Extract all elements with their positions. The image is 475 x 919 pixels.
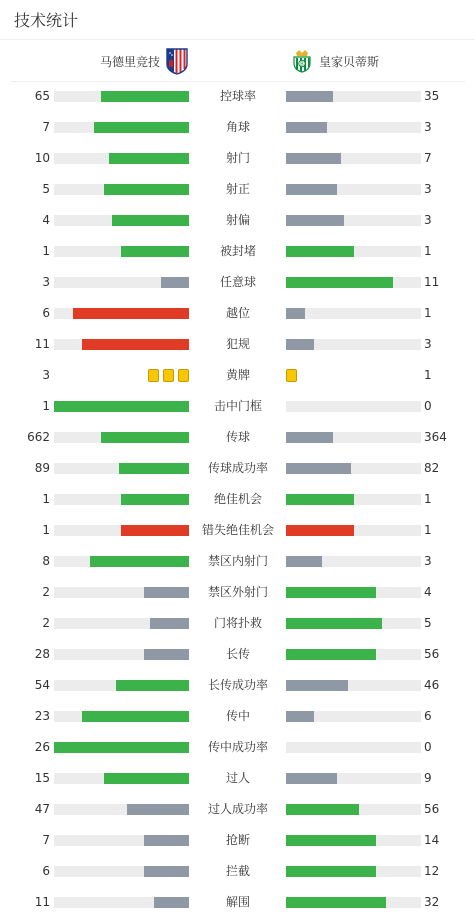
home-stat-value: 23 <box>34 709 50 723</box>
stat-row <box>0 143 475 174</box>
stat-row <box>0 267 475 298</box>
real-betis-crest-icon <box>290 49 314 73</box>
yellow-card-icon <box>148 369 159 382</box>
away-stat-bar <box>286 215 421 226</box>
away-stat-bar <box>286 587 421 598</box>
stat-row <box>0 112 475 143</box>
stat-row <box>0 174 475 205</box>
stat-label: 禁区内射门 <box>207 554 268 568</box>
home-stat-value: 7 <box>42 833 50 847</box>
home-stat-value: 89 <box>34 461 50 475</box>
home-stat-bar <box>54 463 189 474</box>
home-yellow-cards <box>148 369 189 382</box>
away-stat-value: 7 <box>424 151 432 165</box>
yellow-card-icon <box>286 369 297 382</box>
away-stat-bar-fill <box>286 277 393 288</box>
away-stat-bar-fill <box>286 680 348 691</box>
away-stat-bar <box>286 91 421 102</box>
home-stat-value: 1 <box>42 399 50 413</box>
away-stat-bar <box>286 742 421 753</box>
stat-label: 拦截 <box>225 864 250 878</box>
stat-row <box>0 794 475 825</box>
away-stat-bar <box>286 556 421 567</box>
stat-row <box>0 639 475 670</box>
away-stat-bar <box>286 153 421 164</box>
stat-row <box>0 732 475 763</box>
stat-label: 犯规 <box>225 337 250 351</box>
stat-label: 绝佳机会 <box>213 492 262 506</box>
stat-label: 禁区外射门 <box>207 585 268 599</box>
away-stat-value: 1 <box>424 368 432 382</box>
home-stat-bar <box>54 494 189 505</box>
home-stat-value: 6 <box>42 306 50 320</box>
away-stat-value: 3 <box>424 182 432 196</box>
stat-row <box>0 546 475 577</box>
stat-row <box>0 205 475 236</box>
home-stat-bar <box>54 556 189 567</box>
stat-label: 长传 <box>225 647 250 661</box>
home-stat-value: 1 <box>42 523 50 537</box>
home-stat-bar-fill <box>121 494 189 505</box>
away-stat-bar-fill <box>286 804 359 815</box>
home-stat-value: 4 <box>42 213 50 227</box>
svg-text:B: B <box>300 61 304 68</box>
stat-label: 解围 <box>225 895 250 909</box>
away-stat-bar-fill <box>286 618 382 629</box>
stat-row <box>0 701 475 732</box>
stat-row <box>0 298 475 329</box>
away-stat-bar <box>286 649 421 660</box>
away-stat-value: 0 <box>424 399 432 413</box>
stat-row <box>0 670 475 701</box>
stat-row <box>0 887 475 918</box>
home-stat-value: 7 <box>42 120 50 134</box>
teams-bar <box>10 41 465 82</box>
home-stat-value: 1 <box>42 492 50 506</box>
away-stat-bar-fill <box>286 897 386 908</box>
atletico-madrid-crest-icon <box>166 47 188 75</box>
away-stat-value: 1 <box>424 244 432 258</box>
away-stat-bar-fill <box>286 711 314 722</box>
home-stat-bar <box>54 215 189 226</box>
away-stat-value: 3 <box>424 337 432 351</box>
stat-label: 门将扑救 <box>213 616 262 630</box>
home-stat-bar-fill <box>109 153 189 164</box>
away-stat-bar <box>286 246 421 257</box>
stat-row <box>0 608 475 639</box>
away-stat-bar <box>286 122 421 133</box>
home-stat-value: 6 <box>42 864 50 878</box>
stat-row <box>0 453 475 484</box>
home-stat-bar-fill <box>94 122 189 133</box>
away-stat-bar-fill <box>286 866 376 877</box>
away-stat-bar-fill <box>286 556 322 567</box>
stat-label: 过人成功率 <box>207 802 268 816</box>
away-stat-value: 1 <box>424 492 432 506</box>
home-stat-value: 11 <box>34 895 50 909</box>
stat-label: 控球率 <box>219 89 256 103</box>
home-stat-bar-fill <box>104 184 189 195</box>
away-stat-value: 14 <box>424 833 440 847</box>
home-stat-value: 8 <box>42 554 50 568</box>
stat-label: 被封堵 <box>219 244 256 258</box>
home-stat-bar-fill <box>90 556 189 567</box>
away-stat-value: 4 <box>424 585 432 599</box>
away-stat-bar <box>286 339 421 350</box>
away-stat-value: 46 <box>424 678 440 692</box>
away-stat-value: 56 <box>424 802 440 816</box>
home-stat-bar <box>54 246 189 257</box>
stat-label: 传中成功率 <box>207 740 268 754</box>
yellow-card-icon <box>178 369 189 382</box>
away-stat-bar-fill <box>286 246 354 257</box>
away-stat-value: 56 <box>424 647 440 661</box>
home-team[interactable] <box>100 47 188 75</box>
away-stat-bar-fill <box>286 649 376 660</box>
away-stat-bar-fill <box>286 215 344 226</box>
away-stat-bar <box>286 525 421 536</box>
yellow-card-icon <box>163 369 174 382</box>
away-stat-value: 1 <box>424 306 432 320</box>
home-stat-bar <box>54 587 189 598</box>
stat-label: 射门 <box>225 151 250 165</box>
stat-row <box>0 360 475 391</box>
stat-label: 越位 <box>225 306 250 320</box>
home-stat-bar <box>54 432 189 443</box>
home-stat-bar <box>54 835 189 846</box>
home-stat-bar-fill <box>150 618 189 629</box>
away-stat-bar-fill <box>286 773 337 784</box>
away-stat-bar <box>286 804 421 815</box>
away-stat-value: 35 <box>424 89 440 103</box>
away-stat-bar <box>286 773 421 784</box>
away-stat-value: 3 <box>424 120 432 134</box>
away-stat-bar <box>286 494 421 505</box>
away-stat-bar-fill <box>286 153 341 164</box>
home-stat-value: 3 <box>42 275 50 289</box>
away-stat-bar <box>286 866 421 877</box>
home-stat-bar-fill <box>54 742 189 753</box>
home-stat-bar-fill <box>161 277 189 288</box>
home-stat-value: 3 <box>42 368 50 382</box>
home-stat-bar-fill <box>121 246 189 257</box>
home-stat-value: 11 <box>34 337 50 351</box>
home-stat-bar-fill <box>119 463 189 474</box>
stat-label: 射正 <box>225 182 250 196</box>
away-stat-bar-fill <box>286 308 305 319</box>
away-stat-bar <box>286 308 421 319</box>
stat-row <box>0 329 475 360</box>
home-stat-bar-fill <box>54 401 189 412</box>
away-stat-value: 12 <box>424 864 440 878</box>
home-stat-bar-fill <box>82 339 189 350</box>
stat-row <box>0 236 475 267</box>
home-stat-bar <box>54 680 189 691</box>
home-stat-bar-fill <box>101 432 189 443</box>
away-stat-value: 3 <box>424 554 432 568</box>
away-stat-bar <box>286 463 421 474</box>
home-stat-bar <box>54 649 189 660</box>
stat-row <box>0 484 475 515</box>
home-stat-value: 15 <box>34 771 50 785</box>
away-stat-value: 0 <box>424 740 432 754</box>
stat-label: 传球成功率 <box>207 461 268 475</box>
home-stat-bar-fill <box>112 215 189 226</box>
stats-header <box>0 0 475 40</box>
home-stat-bar-fill <box>73 308 189 319</box>
home-stat-value: 65 <box>34 89 50 103</box>
home-stat-bar-fill <box>144 587 189 598</box>
home-stat-bar-fill <box>121 525 189 536</box>
home-stat-value: 5 <box>42 182 50 196</box>
stat-row <box>0 577 475 608</box>
stat-row <box>0 391 475 422</box>
home-stat-bar-fill <box>154 897 189 908</box>
home-stat-value: 26 <box>34 740 50 754</box>
home-stat-bar <box>54 122 189 133</box>
away-stat-value: 9 <box>424 771 432 785</box>
stats-list <box>0 81 475 918</box>
stat-label: 传中 <box>225 709 250 723</box>
stat-label: 过人 <box>225 771 250 785</box>
away-stat-bar <box>286 184 421 195</box>
away-stat-bar-fill <box>286 463 351 474</box>
stat-label: 错失绝佳机会 <box>201 523 274 537</box>
home-stat-bar <box>54 339 189 350</box>
home-stat-bar-fill <box>104 773 189 784</box>
home-stat-value: 662 <box>27 430 50 444</box>
home-stat-bar <box>54 804 189 815</box>
away-stat-bar <box>286 680 421 691</box>
away-stat-bar-fill <box>286 525 354 536</box>
away-team-name: 皇家贝蒂斯 <box>319 54 380 69</box>
home-stat-bar-fill <box>144 866 189 877</box>
home-stat-bar-fill <box>127 804 189 815</box>
home-stat-bar <box>54 184 189 195</box>
stat-label: 黄牌 <box>225 368 250 382</box>
away-stat-bar <box>286 401 421 412</box>
stat-row <box>0 81 475 112</box>
stat-label: 传球 <box>225 430 250 444</box>
home-stat-bar <box>54 401 189 412</box>
away-stat-bar <box>286 618 421 629</box>
home-stat-bar <box>54 91 189 102</box>
away-stat-bar-fill <box>286 587 376 598</box>
home-stat-value: 10 <box>34 151 50 165</box>
stat-label: 长传成功率 <box>207 678 268 692</box>
away-stat-bar-fill <box>286 91 333 102</box>
away-stat-bar-fill <box>286 122 327 133</box>
stat-label: 角球 <box>225 120 250 134</box>
stat-row <box>0 856 475 887</box>
away-stat-bar <box>286 897 421 908</box>
away-stat-value: 6 <box>424 709 432 723</box>
home-stat-value: 1 <box>42 244 50 258</box>
home-stat-bar <box>54 897 189 908</box>
home-stat-bar-fill <box>101 91 189 102</box>
away-stat-bar <box>286 835 421 846</box>
home-stat-bar-fill <box>144 835 189 846</box>
home-stat-bar <box>54 308 189 319</box>
home-stat-value: 28 <box>34 647 50 661</box>
away-stat-value: 364 <box>424 430 447 444</box>
away-stat-value: 5 <box>424 616 432 630</box>
home-stat-bar <box>54 153 189 164</box>
home-stat-bar <box>54 277 189 288</box>
home-stat-bar <box>54 773 189 784</box>
home-stat-bar <box>54 618 189 629</box>
stat-label: 击中门框 <box>213 399 262 413</box>
home-stat-value: 47 <box>34 802 50 816</box>
away-stat-value: 1 <box>424 523 432 537</box>
home-stat-value: 54 <box>34 678 50 692</box>
away-yellow-cards <box>286 369 297 382</box>
away-stat-bar <box>286 711 421 722</box>
home-stat-value: 2 <box>42 585 50 599</box>
home-stat-bar <box>54 525 189 536</box>
away-stat-bar-fill <box>286 184 337 195</box>
home-stat-bar <box>54 742 189 753</box>
stat-row <box>0 515 475 546</box>
away-stat-bar <box>286 432 421 443</box>
home-stat-bar-fill <box>116 680 189 691</box>
away-team[interactable] <box>290 47 379 75</box>
home-stat-value: 2 <box>42 616 50 630</box>
away-stat-value: 3 <box>424 213 432 227</box>
home-team-name: 马德里竞技 <box>99 54 160 69</box>
stat-row <box>0 763 475 794</box>
home-stat-bar-fill <box>144 649 189 660</box>
home-stat-bar <box>54 711 189 722</box>
away-stat-bar <box>286 277 421 288</box>
away-stat-bar-fill <box>286 835 376 846</box>
home-stat-bar <box>54 866 189 877</box>
away-stat-bar-fill <box>286 494 354 505</box>
away-stat-value: 82 <box>424 461 440 475</box>
page-title: 技术统计 <box>14 11 79 30</box>
away-stat-value: 11 <box>424 275 440 289</box>
stat-label: 抢断 <box>225 833 250 847</box>
stat-row <box>0 422 475 453</box>
home-stat-bar-fill <box>82 711 189 722</box>
away-stat-bar-fill <box>286 339 314 350</box>
away-stat-bar-fill <box>286 432 333 443</box>
stat-label: 任意球 <box>219 275 256 289</box>
stat-row <box>0 825 475 856</box>
away-stat-value: 32 <box>424 895 440 909</box>
stat-label: 射偏 <box>225 213 250 227</box>
